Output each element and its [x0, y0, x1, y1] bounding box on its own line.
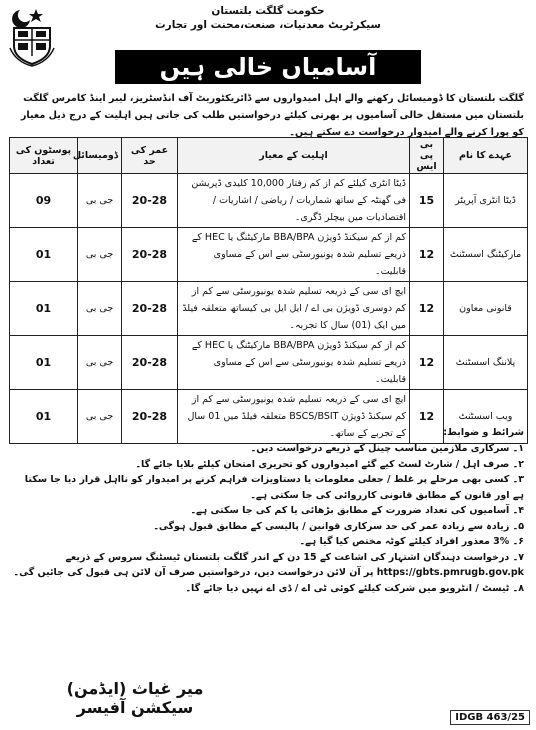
domicile: جی بی — [78, 174, 122, 228]
conditions-list — [12, 441, 524, 596]
qualification: ایچ ای سی کے ذریعہ تسلیم شدہ یونیورسٹی سے کم از کم دوسری ڈویژن بی اے / ایل ایل بی کیساتھ متعلقہ فیلڈ میں ایک (01) سال کا تجربہ۔ — [178, 282, 410, 336]
header — [150, 4, 386, 32]
post-name: قانونی معاون — [444, 282, 528, 336]
table-row — [10, 174, 528, 228]
domicile: جی بی — [78, 282, 122, 336]
header-bps: بی پی ایس — [410, 138, 444, 174]
bps-value: 12 — [410, 336, 444, 390]
post-count: 01 — [10, 336, 78, 390]
qualification: ڈیٹا انٹری کیلئے کم از کم رفتار 10,000 کلیدی ڈپریشن فی گھنٹہ کے ساتھ شماریات / ریاضی / اشاریات / اقتصادیات میں بیچلر ڈگری۔ — [178, 174, 410, 228]
header-age-limit: عمر کی حد — [122, 138, 178, 174]
bps-value: 12 — [410, 282, 444, 336]
table-row — [10, 228, 528, 282]
bps-value: 12 — [410, 228, 444, 282]
domicile: جی بی — [78, 390, 122, 444]
age-limit: 20-28 — [122, 282, 178, 336]
ad-reference-number: IDGB 463/25 — [450, 710, 530, 725]
header-qualification: اہلیت کے معیار — [178, 138, 410, 174]
bps-value: 12 — [410, 390, 444, 444]
age-limit: 20-28 — [122, 228, 178, 282]
table-row — [10, 282, 528, 336]
age-limit: 20-28 — [122, 336, 178, 390]
condition-item: ۳۔ کسی بھی مرحلے پر غلط / جعلی معلومات یا دستاویزات فراہم کرنے پر امیدوار کو نااہل قرار دیا جا سکتا ہے اور قانون کے مطابق قانونی کارروائی کی جا سکتی ہے۔ — [24, 474, 524, 501]
condition-item: ۴۔ آسامیوں کی تعداد ضرورت کے مطابق بڑھائی یا کم کی جا سکتی ہے۔ — [190, 505, 524, 516]
post-count: 09 — [10, 174, 78, 228]
header-post-name: عہدے کا نام — [444, 138, 528, 174]
intro-paragraph: گلگت بلتستان کا ڈومیسائل رکھنے والے اہل امیدواروں سے ڈائریکٹوریٹ آف انڈسٹریز، لیبر اینڈ کامرس گلگت بلتستان میں مستقل خالی آسامیوں پر بھرتی کیلئے درخواستیں طلب کی جاتی ہیں اہلیت کے درج ذیل معیار کو پورا کرنے والے امیدوار درخواست دے سکتے ہیں۔ — [20, 93, 524, 138]
condition-item: ۵۔ زیادہ سے زیادہ عمر کی حد سرکاری قوانین / پالیسی کے مطابق قبول ہوگی۔ — [153, 520, 524, 532]
qualification: کم از کم سیکنڈ ڈویژن BBA/BPA مارکیٹنگ یا HEC کے ذریعے تسلیم شدہ یونیورسٹی سے اس کے مساوی قابلیت۔ — [178, 336, 410, 390]
domicile: جی بی — [78, 228, 122, 282]
condition-item: ۱۔ سرکاری ملازمین مناسب چینل کے ذریعے درخواست دیں۔ — [250, 443, 524, 454]
condition-item: ۶۔ %3 معذور افراد کیلئے کوٹہ مختص کیا گیا ہے۔ — [299, 536, 524, 547]
post-count: 01 — [10, 390, 78, 444]
condition-item: ۲۔ صرف اہل / شارٹ لسٹ کیے گئے امیدواروں کو تحریری امتحان کیلئے بلایا جائے گا۔ — [135, 458, 524, 470]
condition-item: ۷۔ درخواست دہندگان اشتہار کی اشاعت کے 15 دن کے اندر گلگت بلتستان ٹیسٹنگ سروس کے ذریعے https://gbts.pmrugb.gov.pk پر آن لائن درخواست دیں، درخواستیں صرف آن لائن ہی قبول کی جائیں گی۔ — [13, 551, 524, 578]
conditions-title: شرائط و ضوابط: — [443, 427, 524, 438]
government-title: حکومت گلگت بلتستان — [211, 5, 325, 17]
signatory: میر غیاث (ایڈمن) سیکشن آفیسر — [66, 679, 204, 717]
header-post-count: پوسٹوں کی تعداد — [10, 138, 78, 174]
qualification: کم از کم سیکنڈ ڈویژن BBA/BPA مارکیٹنگ یا HEC کے ذریعے تسلیم شدہ یونیورسٹی سے اس کے مساوی قابلیت۔ — [178, 228, 410, 282]
post-name: ڈیٹا انٹری آپریٹر — [444, 174, 528, 228]
table-row — [10, 336, 528, 390]
age-limit: 20-28 — [122, 174, 178, 228]
bps-value: 15 — [410, 174, 444, 228]
vacancies-table — [9, 137, 528, 444]
post-name: مارکیٹنگ اسسٹنٹ — [444, 228, 528, 282]
post-count: 01 — [10, 228, 78, 282]
post-name: ویب اسسٹنٹ — [444, 390, 528, 444]
post-count: 01 — [10, 282, 78, 336]
department-title: سیکرٹریٹ معدنیات، صنعت،محنت اور تجارت — [155, 19, 381, 31]
vacancies-banner: آسامیاں خالی ہیں — [115, 50, 421, 84]
domicile: جی بی — [78, 336, 122, 390]
header-domicile: ڈومیسائل — [78, 138, 122, 174]
table-header-row — [10, 138, 528, 174]
condition-item: ۸۔ ٹیسٹ / انٹرویو میں شرکت کیلئے کوئی ٹی اے / ڈی اے نہیں دیا جائے گا۔ — [185, 582, 524, 594]
qualification: ایچ ای سی کے ذریعہ تسلیم شدہ یونیورسٹی سے کم از کم سیکنڈ ڈویژن BSCS/BSIT متعلقہ فیلڈ میں 01 سال کے تجربے کے ساتھ۔ — [178, 390, 410, 444]
age-limit: 20-28 — [122, 390, 178, 444]
terms-and-conditions — [12, 425, 524, 596]
post-name: پلاننگ اسسٹنٹ — [444, 336, 528, 390]
government-emblem-icon — [6, 6, 58, 68]
